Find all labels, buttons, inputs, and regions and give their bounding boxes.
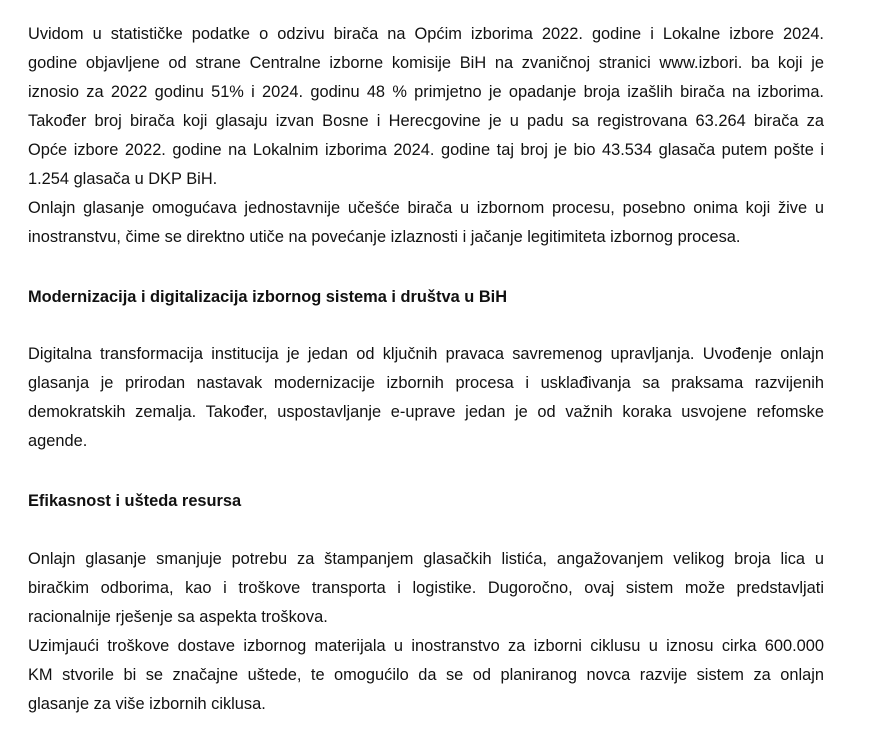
- costs-line-3: glasanje za više izbornih ciklusa.: [28, 695, 266, 713]
- modernization-line-1: Digitalna transformacija institucija je jedan od ključnih pravaca savremenog upravljanja. Uvođenje onlajn: [28, 345, 824, 363]
- costs-line-2: KM stvorile bi se značajne uštede, te omogućilo da se od planiranog novca razvije sistem za onlajn: [28, 666, 824, 684]
- section-heading-modernization: Modernizacija i digitalizacija izbornog sistema i društva u BiH: [28, 288, 508, 306]
- intro-line-2: godine objavljene od strane Centralne izborne komisije BiH na zvaničnoj stranici www.izbori. ba koji je: [28, 54, 824, 72]
- efficiency-line-1: Onlajn glasanje smanjuje potrebu za štampanjem glasačkih listića, angažovanjem velikog broja lica u: [28, 550, 824, 568]
- intro-line-6: 1.254 glasača u DKP BiH.: [28, 170, 218, 188]
- intro-line-4: Također broj birača koji glasaju izvan Bosne i Herecgovine je u padu sa registrovana 63.264 birača za: [28, 112, 824, 130]
- online-line-1: Onlajn glasanje omogućava jednostavnije učešće birača u izbornom procesu, posebno onima koji žive u: [28, 199, 824, 217]
- intro-line-5: Opće izbore 2022. godine na Lokalnim izborima 2024. godine taj broj je bio 43.534 glasača putem pošte i: [28, 141, 824, 159]
- section-heading-efficiency: Efikasnost i ušteda resursa: [28, 492, 242, 510]
- efficiency-line-3: racionalnije rješenje sa aspekta troškova.: [28, 608, 328, 626]
- intro-line-3: iznosio za 2022 godinu 51% i 2024. godinu 48 % primjetno je opadanje broja izašlih birača na izborima.: [28, 83, 824, 101]
- costs-line-1: Uzimjaući troškove dostave izbornog materijala u inostranstvo za izborni ciklusu u iznosu cirka 600.000: [28, 637, 824, 655]
- efficiency-line-2: biračkim odborima, kao i troškove transporta i logistike. Dugoročno, ovaj sistem može predstavljati: [28, 579, 824, 597]
- intro-line-1: Uvidom u statističke podatke o odzivu birača na Općim izborima 2022. godine i Lokalne izbore 2024.: [28, 25, 824, 43]
- modernization-line-4: agende.: [28, 432, 88, 450]
- modernization-line-3: demokratskih zemalja. Također, uspostavljanje e-uprave jedan je od važnih koraka usvojene refomske: [28, 403, 824, 421]
- modernization-line-2: glasanja je prirodan nastavak modernizacije izbornih procesa i usklađivanja sa praksama razvijenih: [28, 374, 824, 392]
- online-line-2: inostranstvu, čime se direktno utiče na povećanje izlaznosti i jačanje legitimiteta izbornog procesa.: [28, 228, 741, 246]
